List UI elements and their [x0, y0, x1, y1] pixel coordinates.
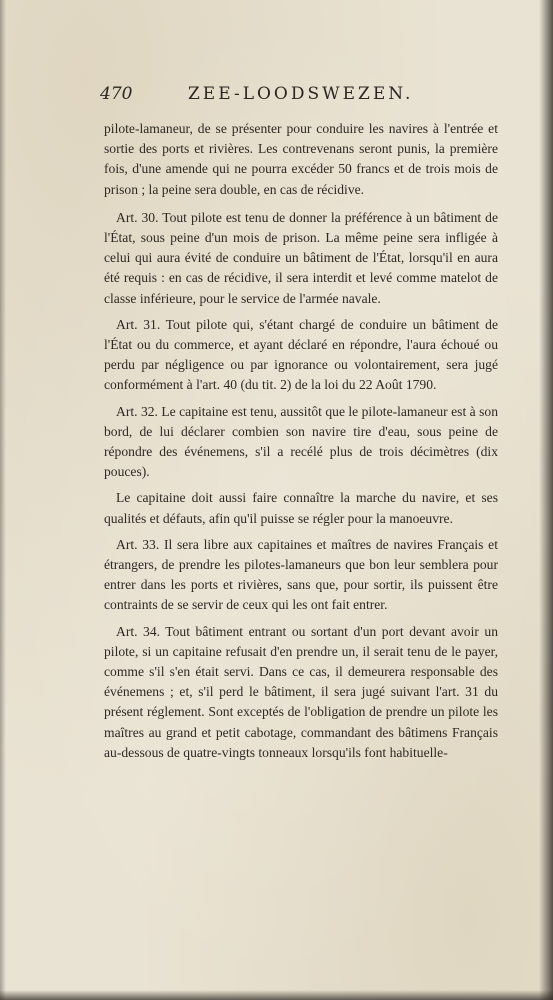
running-title: ZEE-LOODSWEZEN. — [188, 84, 414, 104]
paragraph-art-34: Art. 34. Tout bâtiment entrant ou sortant d'un port devant avoir un pilote, si un capitaine refusait d'en prendre un, il serait tenu de le payer, comme s'il s'en était servi. Dans ce cas, il demeurera responsable des événemens ; et, s'il perd le bâtiment, il sera jugé suivant l'art. 31 du présent réglement. Sont exceptés de l'obligation de prendre un pilote les maîtres au grand et petit cabotage, commandant des bâtimens Français au-dessous de quatre-vingts tonneaux lorsqu'ils font habituelle- — [104, 623, 498, 760]
paragraph-art-32: Art. 32. Le capitaine est tenu, aussitôt que le pilote-lamaneur est à son bord, de lui déclarer combien son navire tire d'eau, sous peine de répondre des événemens, s'il a recélé plus de trois décimètres (dix pouces). — [104, 403, 498, 480]
paragraph-art-31: Art. 31. Tout pilote qui, s'étant chargé de conduire un bâtiment de l'État ou du commerce, et ayant déclaré en répondre, l'aura échoué ou perdu par négligence ou par ignorance ou volontairement, sera jugé conformément à l'art. 40 (du tit. 2) de la loi du 22 Août 1790. — [104, 316, 498, 393]
page-number: 470 — [100, 84, 133, 104]
page-header — [96, 84, 501, 108]
body-text — [104, 119, 498, 769]
paragraph-art-33: Art. 33. Il sera libre aux capitaines et maîtres de navires Français et étrangers, de prendre les pilotes-lamaneurs que bon leur semblera pour entrer dans les ports et rivières, sans que, pour sortir, ils puissent être contraints de se servir de ceux qui les ont fait entrer. — [104, 536, 498, 613]
paragraph-art-30: Art. 30. Tout pilote est tenu de donner la préférence à un bâtiment de l'État, sous peine d'un mois de prison. La même peine sera infligée à celui qui aura évité de conduire un bâtiment de l'État, lorsqu'il en aura été requis : en cas de récidive, il sera interdit et levé comme matelot de classe inférieure, pour le service de l'armée navale. — [104, 209, 498, 306]
page-shadow-right — [539, 0, 553, 1000]
page-shadow-left — [0, 0, 6, 1000]
paragraph-art-32-capitaine: Le capitaine doit aussi faire connaître la marche du navire, et ses qualités et défauts, afin qu'il puisse se régler pour la manoeuvre. — [104, 490, 498, 526]
paragraph-continuation: pilote-lamaneur, de se présenter pour conduire les navires à l'entrée et sortie des ports et rivières. Les contrevenans seront punis, la première fois, d'une amende qui ne pourra excéder 50 francs et de trois mois de prison ; la peine sera double, en cas de récidive. — [104, 121, 498, 197]
page-shadow-bottom — [0, 990, 553, 1000]
